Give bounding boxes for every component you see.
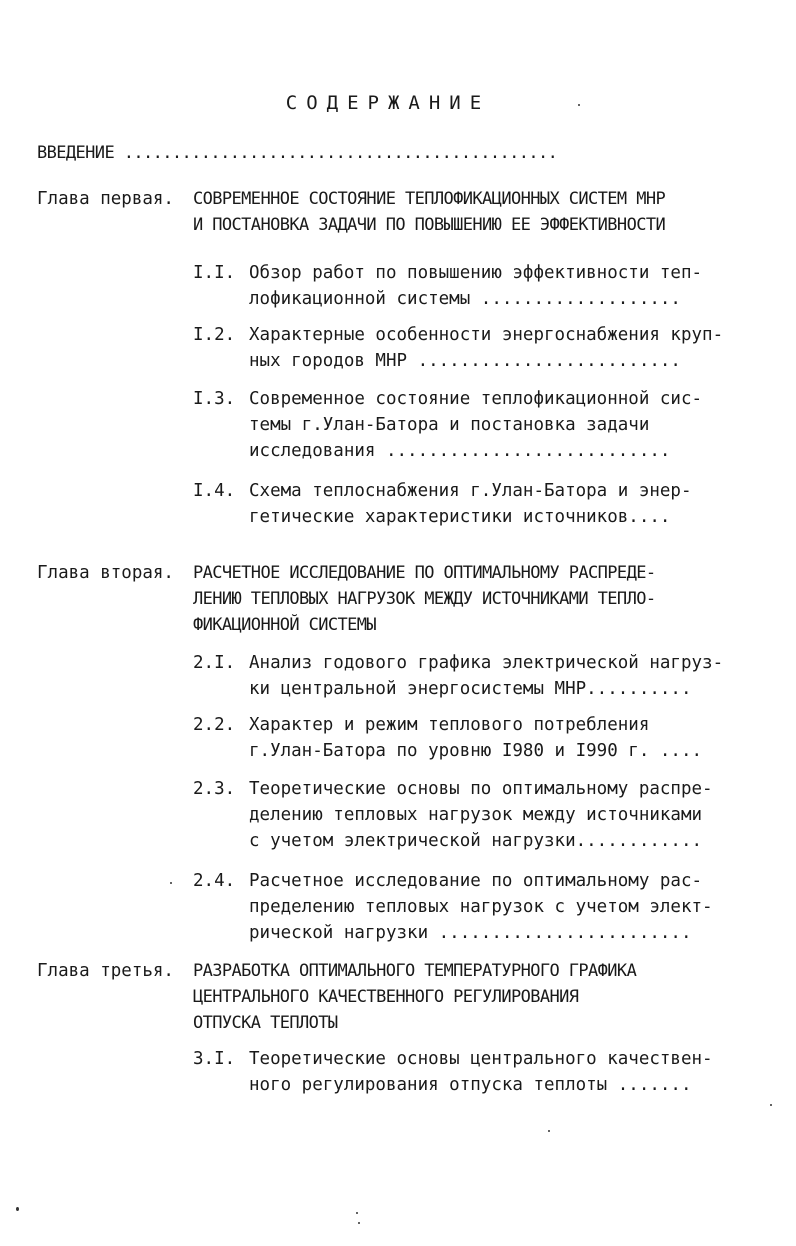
section-2-2-line: Характер и режим теплового потребления — [249, 715, 650, 735]
section-2-3-line: с учетом электрической нагрузки............ — [249, 831, 703, 851]
scan-speck — [770, 1104, 772, 1106]
page-title: СОДЕРЖАНИЕ — [285, 92, 491, 114]
section-2-3-line: делению тепловых нагрузок между источниками — [249, 805, 703, 825]
chapter-2-heading-line: ЛЕНИЮ ТЕПЛОВЫХ НАГРУЗОК МЕЖДУ ИСТОЧНИКАМИ ТЕПЛО- — [193, 589, 656, 609]
section-2-2-line: г.Улан-Батора по уровню I980 и I990 г. .... — [249, 741, 703, 761]
section-1-4-line: Схема теплоснабжения г.Улан-Батора и энер- — [249, 481, 692, 501]
section-1-4-number: I.4. — [193, 481, 236, 501]
section-1-3-line: Современное состояние теплофикационной сис- — [249, 389, 703, 409]
section-2-1-line: Анализ годового графика электрической нагруз- — [249, 653, 724, 673]
chapter-2-label: Глава вторая. — [37, 563, 174, 583]
scan-speck — [358, 1222, 360, 1224]
section-2-2-number: 2.2. — [193, 715, 236, 735]
section-1-4-line: гетические характеристики источников.... — [249, 507, 671, 527]
section-2-3-number: 2.3. — [193, 779, 236, 799]
chapter-2-heading-line: ФИКАЦИОННОЙ СИСТЕМЫ — [193, 615, 377, 635]
section-2-4-line: пределению тепловых нагрузок с учетом элект- — [249, 897, 713, 917]
chapter-1-label: Глава первая. — [37, 189, 174, 209]
chapter-1-heading-line: И ПОСТАНОВКА ЗАДАЧИ ПО ПОВЫШЕНИЮ ЕЕ ЭФФЕКТИВНОСТИ — [193, 215, 666, 235]
scan-speck — [548, 1130, 550, 1132]
section-1-3-line: темы г.Улан-Батора и постановка задачи — [249, 415, 650, 435]
chapter-3-heading-line: ЦЕНТРАЛЬНОГО КАЧЕСТВЕННОГО РЕГУЛИРОВАНИЯ — [193, 987, 579, 1007]
section-1-2-number: I.2. — [193, 325, 236, 345]
chapter-3-heading-line: РАЗРАБОТКА ОПТИМАЛЬНОГО ТЕМПЕРАТУРНОГО ГРАФИКА — [193, 961, 637, 981]
section-3-1-number: 3.I. — [193, 1049, 236, 1069]
section-2-4-line: Расчетное исследование по оптимальному рас- — [249, 871, 703, 891]
scan-speck — [578, 104, 580, 106]
section-1-2-line: ных городов МНР ......................... — [249, 351, 681, 371]
intro-entry: ВВЕДЕНИЕ ............................................. — [37, 143, 558, 163]
section-1-2-line: Характерные особенности энергоснабжения круп- — [249, 325, 724, 345]
scan-speck — [170, 882, 172, 884]
section-1-1-line: Обзор работ по повышению эффективности теп- — [249, 263, 703, 283]
section-1-1-number: I.I. — [193, 263, 236, 283]
section-3-1-line: Теоретические основы центрального качествен- — [249, 1049, 713, 1069]
section-1-3-line: исследования ........................... — [249, 441, 671, 461]
chapter-1-heading-line: СОВРЕМЕННОЕ СОСТОЯНИЕ ТЕПЛОФИКАЦИОННЫХ СИСТЕМ МНР — [193, 189, 666, 209]
section-2-4-number: 2.4. — [193, 871, 236, 891]
scan-speck — [16, 1207, 19, 1211]
chapter-3-heading-line: ОТПУСКА ТЕПЛОТЫ — [193, 1013, 338, 1033]
chapter-2-heading-line: РАСЧЕТНОЕ ИССЛЕДОВАНИЕ ПО ОПТИМАЛЬНОМУ РАСПРЕДЕ- — [193, 563, 656, 583]
section-1-1-line: лофикационной системы ................... — [249, 289, 681, 309]
section-2-1-line: ки центральной энергосистемы МНР.......... — [249, 679, 692, 699]
section-2-3-line: Теоретические основы по оптимальному распре- — [249, 779, 713, 799]
section-3-1-line: ного регулирования отпуска теплоты ....... — [249, 1075, 692, 1095]
section-2-4-line: рической нагрузки ........................ — [249, 923, 692, 943]
chapter-3-label: Глава третья. — [37, 961, 174, 981]
section-1-3-number: I.3. — [193, 389, 236, 409]
scan-speck — [356, 1212, 358, 1214]
section-2-1-number: 2.I. — [193, 653, 236, 673]
